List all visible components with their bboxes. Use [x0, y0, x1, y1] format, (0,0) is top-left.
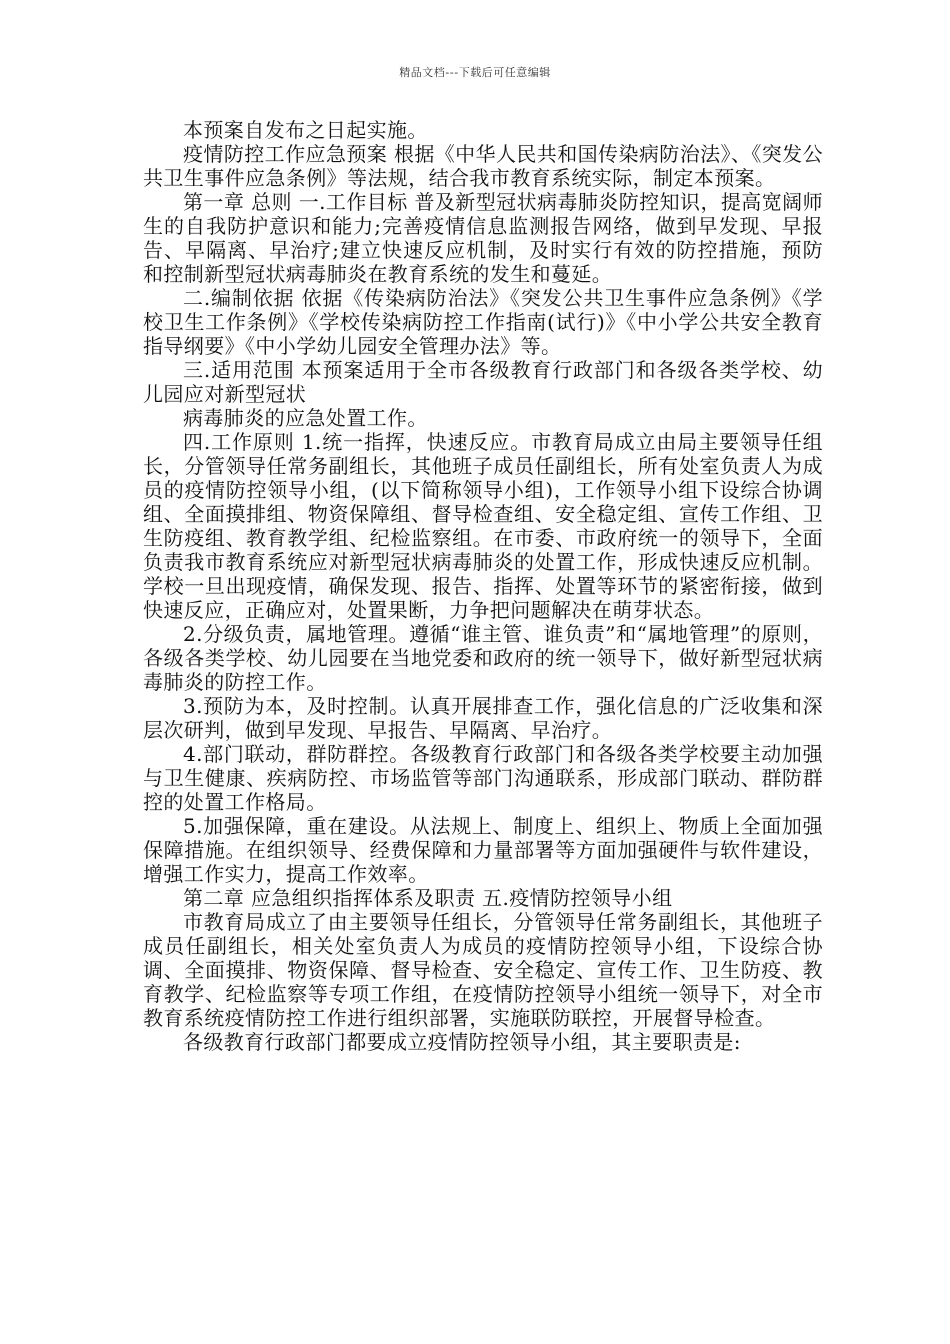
paragraph-12: 第二章 应急组织指挥体系及职责 五.疫情防控领导小组 — [183, 886, 673, 910]
paragraph-13: 市教育局成立了由主要领导任组长，分管领导任常务副组长，其他班子成员任副组长，相关处室负责人为成员的疫情防控领导小组，下设综合协调、全面摸排、物资保障、督导检查、安全稳定、宣传工作、卫生防疫、教育教学、纪检监察等专项工作组，在疫情防控领导小组统一领导下，对全市教育系统疫情防控工作进行组织部署，实施联防联控，开展督导检查。 — [143, 910, 823, 1030]
paragraph-10: 4.部门联动，群防群控。各级教育行政部门和各级各类学校要主动加强与卫生健康、疾病防控、市场监管等部门沟通联系，形成部门联动、群防群控的处置工作格局。 — [143, 742, 823, 814]
paragraph-8: 2.分级负责，属地管理。遵循“谁主管、谁负责”和“属地管理”的原则，各级各类学校、幼儿园要在当地党委和政府的统一领导下，做好新型冠状病毒肺炎的防控工作。 — [143, 622, 823, 694]
page-header: 精品文档---下载后可任意编辑 — [399, 66, 551, 79]
paragraph-9: 3.预防为本，及时控制。认真开展排查工作，强化信息的广泛收集和深层次研判，做到早发现、早报告、早隔离、早治疗。 — [143, 694, 823, 742]
document-body — [143, 118, 823, 1054]
paragraph-14: 各级教育行政部门都要成立疫情防控领导小组，其主要职责是: — [183, 1030, 741, 1054]
paragraph-5: 三.适用范围 本预案适用于全市各级教育行政部门和各级各类学校、幼儿园应对新型冠状 — [143, 358, 823, 406]
paragraph-11: 5.加强保障，重在建设。从法规上、制度上、组织上、物质上全面加强保障措施。在组织领导、经费保障和力量部署等方面加强硬件与软件建设，增强工作实力，提高工作效率。 — [143, 814, 823, 886]
paragraph-7: 四.工作原则 1.统一指挥，快速反应。市教育局成立由局主要领导任组长，分管领导任常务副组长，其他班子成员任副组长，所有处室负责人为成员的疫情防控领导小组，(以下简称领导小组)，工作领导小组下设综合协调组、全面摸排组、物资保障组、督导检查组、安全稳定组、宣传工作组、卫生防疫组、教育教学组、纪检监察组。在市委、市政府统一的领导下，全面负责我市教育系统应对新型冠状病毒肺炎的处置工作，形成快速反应机制。学校一旦出现疫情，确保发现、报告、指挥、处置等环节的紧密衔接，做到快速反应，正确应对，处置果断，力争把问题解决在萌芽状态。 — [143, 430, 823, 622]
paragraph-4: 二.编制依据 依据《传染病防治法》《突发公共卫生事件应急条例》《学校卫生工作条例》《学校传染病防控工作指南(试行)》《中小学公共安全教育指导纲要》《中小学幼儿园安全管理办法》等。 — [143, 286, 823, 358]
paragraph-2: 疫情防控工作应急预案 根据《中华人民共和国传染病防治法》、《突发公共卫生事件应急条例》等法规，结合我市教育系统实际，制定本预案。 — [143, 142, 823, 190]
paragraph-1: 本预案自发布之日起实施。 — [183, 118, 428, 142]
paragraph-6: 病毒肺炎的应急处置工作。 — [183, 406, 428, 430]
paragraph-3: 第一章 总则 一.工作目标 普及新型冠状病毒肺炎防控知识，提高宽阔师生的自我防护意识和能力;完善疫情信息监测报告网络，做到早发现、早报告、早隔离、早治疗;建立快速反应机制，及时实行有效的防控措施，预防和控制新型冠状病毒肺炎在教育系统的发生和蔓延。 — [143, 190, 823, 286]
